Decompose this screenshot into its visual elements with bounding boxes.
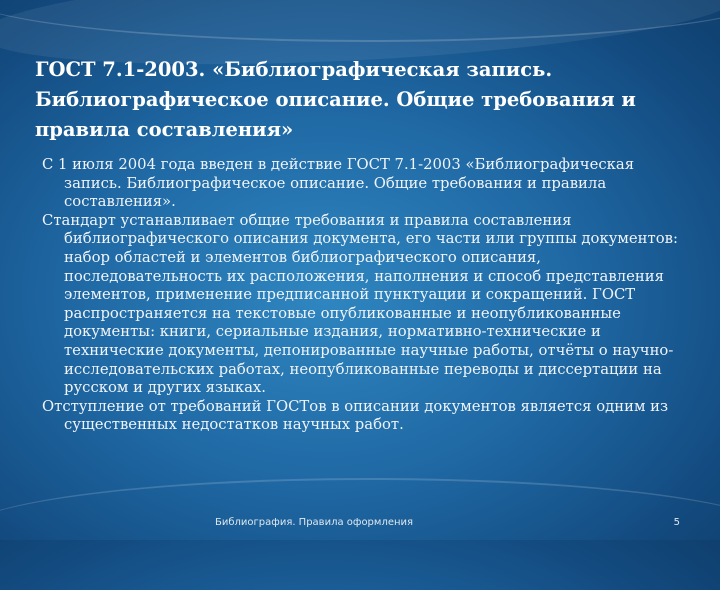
slide-footer: Библиография. Правила оформления [215, 517, 414, 528]
page-number: 5 [673, 517, 680, 528]
decorative-bottom-arc [0, 478, 720, 590]
slide-body [42, 156, 682, 435]
paragraph-1: С 1 июля 2004 года введен в действие ГОСТ 7.1-2003 «Библиографическая запись. Библиографическое описание. Общие требования и правила составления». [42, 156, 635, 211]
paragraph-3: Отступление от требований ГОСТов в описании документов является одним из существенных недостатков научных работ. [42, 397, 669, 434]
paragraph-2: Стандарт устанавливает общие требования и правила составления библиографического описания документа, его части или группы документов: набор областей и элементов библиографического описания, последовательность их расположения, наполнения и способ представления элементов, применение предписанной пунктуации и сокращений. ГОСТ распространяется на текстовые опубликованные и неопубликованные документы: книги, сериальные издания, нормативно-технические и технические документы, депонированные научные работы, отчёты о научно-исследовательских работах, неопубликованные переводы и диссертации на русском и других языках. [42, 211, 678, 397]
slide-title: ГОСТ 7.1-2003. «Библиографическая запись. Библиографическое описание. Общие требования и правила составления» [35, 58, 636, 141]
